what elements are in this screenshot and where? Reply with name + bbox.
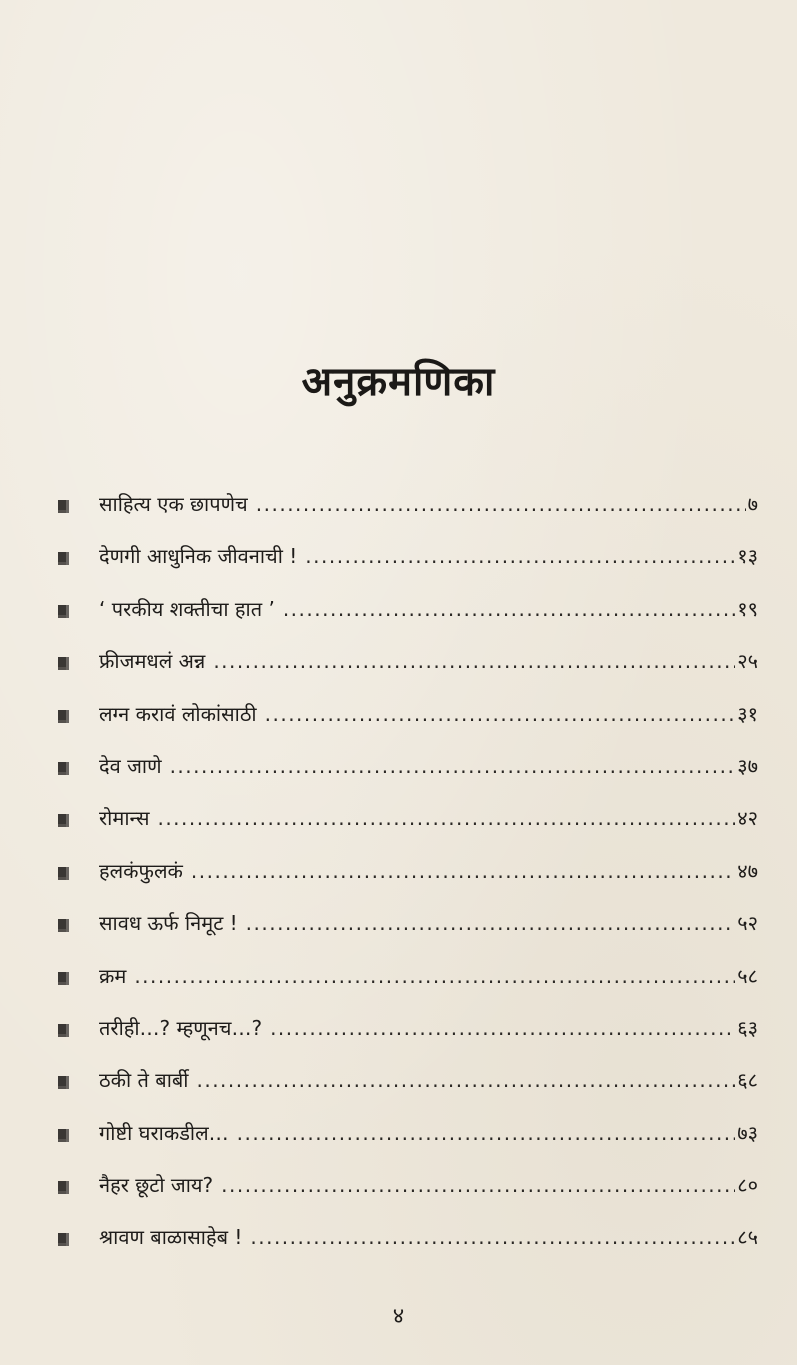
toc-entry[interactable] <box>58 752 758 804</box>
toc-entry-title: नैहर छूटो जाय? <box>99 1173 214 1198</box>
toc-entry[interactable] <box>58 909 758 961</box>
toc-entry-page: ५८ <box>737 963 758 988</box>
toc-entry-title: लग्न करावं लोकांसाठी <box>99 701 257 726</box>
square-bullet-icon <box>58 919 69 932</box>
toc-entry[interactable] <box>58 1119 758 1171</box>
toc-entry-page: १९ <box>737 596 758 621</box>
square-bullet-icon <box>58 657 69 670</box>
dot-leader <box>283 595 735 623</box>
dot-leader <box>270 1014 735 1042</box>
dot-leader <box>250 1223 735 1251</box>
toc-entry-title: फ्रीजमधलं अन्न <box>99 649 206 674</box>
toc-entry[interactable] <box>58 1171 758 1223</box>
square-bullet-icon <box>58 814 69 827</box>
toc-entry-page: ४७ <box>737 858 758 883</box>
page-title: अनुक्रमणिका <box>301 359 496 405</box>
dot-leader <box>246 909 736 937</box>
toc-entry[interactable] <box>58 1014 758 1066</box>
toc-entry-page: ५२ <box>737 911 758 936</box>
toc-entry-title: गोष्टी घराकडील… <box>99 1120 229 1145</box>
page-number: ४ <box>392 1304 405 1329</box>
square-bullet-icon <box>58 1129 69 1142</box>
toc-entry-page: २५ <box>737 649 758 674</box>
square-bullet-icon <box>58 1233 69 1246</box>
toc-entry-page: ३७ <box>737 753 758 778</box>
toc-entry-title: देणगी आधुनिक जीवनाची ! <box>99 544 298 569</box>
toc-entry-title: ठकी ते बार्बी <box>99 1068 189 1093</box>
toc-entry-title: श्रावण बाळासाहेब ! <box>99 1225 243 1250</box>
toc-entry[interactable] <box>58 490 758 542</box>
toc-entry-title: हलकंफुलकं <box>99 858 183 883</box>
dot-leader <box>237 1119 736 1147</box>
square-bullet-icon <box>58 552 69 565</box>
toc-entry-page: ८० <box>737 1173 758 1198</box>
toc-entry[interactable] <box>58 542 758 594</box>
toc-entry[interactable] <box>58 595 758 647</box>
dot-leader <box>221 1171 735 1199</box>
square-bullet-icon <box>58 867 69 880</box>
square-bullet-icon <box>58 762 69 775</box>
square-bullet-icon <box>58 1076 69 1089</box>
toc-entry-title: क्रम <box>99 963 127 988</box>
toc-entry-title: देव जाणे <box>99 753 162 778</box>
toc-entry-page: ६८ <box>737 1068 758 1093</box>
toc-entry[interactable] <box>58 1066 758 1118</box>
toc-entry[interactable] <box>58 1223 758 1275</box>
square-bullet-icon <box>58 605 69 618</box>
dot-leader <box>170 752 736 780</box>
toc-entry-title: साहित्य एक छापणेच <box>99 492 248 516</box>
toc-entry-page: १३ <box>737 544 758 569</box>
toc-entry[interactable] <box>58 804 758 856</box>
toc-entry-page: ७ <box>747 492 758 516</box>
toc-entry-page: ३१ <box>737 701 758 726</box>
toc-entry[interactable] <box>58 857 758 909</box>
square-bullet-icon <box>58 1024 69 1037</box>
square-bullet-icon <box>58 500 69 513</box>
toc-entry-title: तरीही…? म्हणूनच…? <box>99 1015 263 1040</box>
toc-entry-title: ‘ परकीय शक्तीचा हात ’ <box>99 596 275 621</box>
table-of-contents <box>58 490 758 1276</box>
dot-leader <box>134 962 735 990</box>
toc-entry-page: ४२ <box>737 806 758 831</box>
toc-entry[interactable] <box>58 700 758 752</box>
square-bullet-icon <box>58 1181 69 1194</box>
dot-leader <box>265 700 736 728</box>
dot-leader <box>157 804 735 832</box>
toc-entry[interactable] <box>58 647 758 699</box>
dot-leader <box>196 1066 735 1094</box>
dot-leader <box>191 857 735 885</box>
dot-leader <box>305 542 735 570</box>
toc-entry-title: सावध ऊर्फ निमूट ! <box>99 911 238 936</box>
toc-entry-page: ७३ <box>737 1120 758 1145</box>
toc-entry[interactable] <box>58 962 758 1014</box>
square-bullet-icon <box>58 972 69 985</box>
toc-entry-title: रोमान्स <box>99 806 150 831</box>
dot-leader <box>256 490 746 518</box>
dot-leader <box>213 647 735 675</box>
toc-entry-page: ६३ <box>737 1015 758 1040</box>
toc-entry-page: ८५ <box>737 1225 758 1250</box>
square-bullet-icon <box>58 710 69 723</box>
